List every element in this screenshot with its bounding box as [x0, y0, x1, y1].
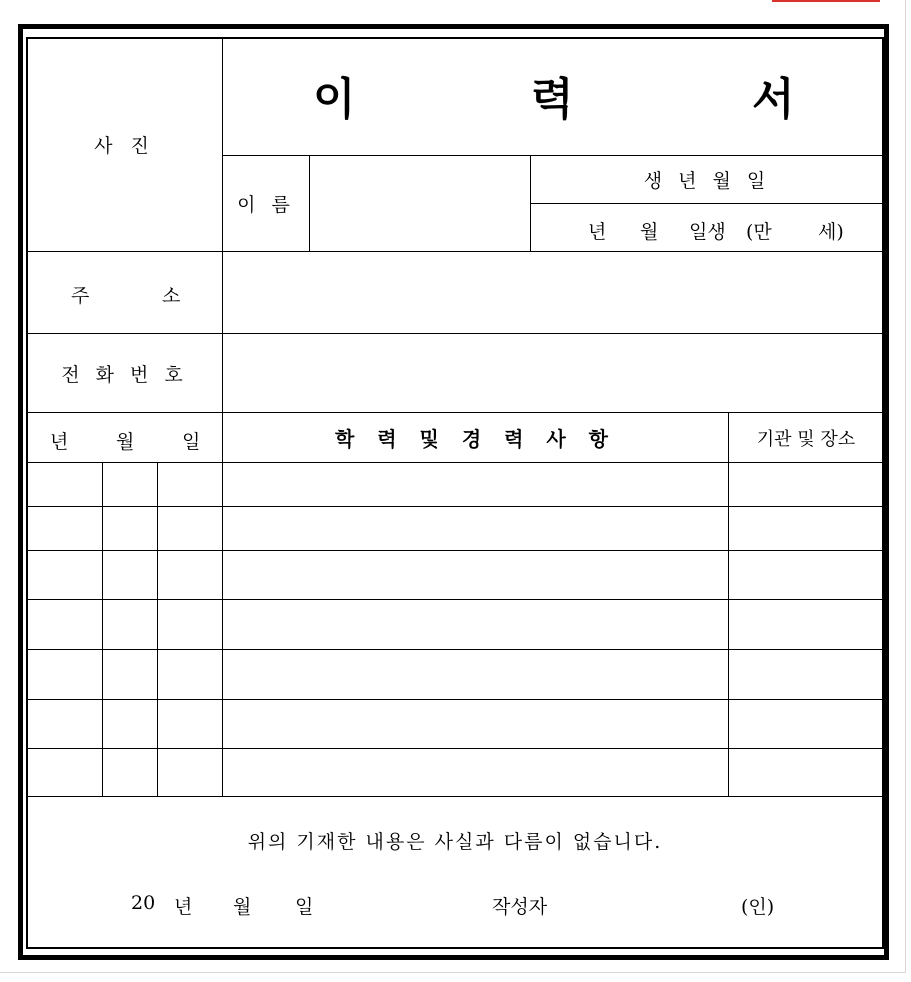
row-day-field[interactable] — [158, 600, 222, 649]
row-place-field[interactable] — [729, 551, 883, 599]
row-year-field[interactable] — [27, 507, 102, 550]
sign-year-label: 년 — [174, 896, 193, 918]
phone-label-cell — [27, 334, 222, 412]
name-label-cell — [223, 156, 309, 251]
row-content-field[interactable] — [223, 650, 728, 699]
sign-month-label: 월 — [233, 896, 252, 918]
declaration-text: 위의 기재한 내용은 사실과 다름이 없습니다. — [247, 830, 663, 853]
row-month-field[interactable] — [103, 749, 157, 796]
history-year-header: 년 — [50, 431, 69, 453]
seal-label[interactable]: (인) — [741, 896, 775, 918]
row-content-field[interactable] — [223, 600, 728, 649]
birth-day-label: 일생 — [689, 221, 726, 243]
row-year-field[interactable] — [27, 551, 102, 599]
history-content-header-cell — [223, 413, 728, 462]
row-day-field[interactable] — [158, 749, 222, 796]
history-date-header — [27, 413, 222, 462]
row-year-field[interactable] — [27, 463, 102, 506]
row-place-field[interactable] — [729, 650, 883, 699]
row-year-field[interactable] — [27, 600, 102, 649]
address-label-b: 소 — [162, 285, 181, 307]
author-label: 작성자 — [492, 896, 548, 918]
history-place-header-cell — [729, 413, 883, 462]
row-month-field[interactable] — [103, 463, 157, 506]
row-day-field[interactable] — [158, 551, 222, 599]
address-label-a: 주 — [71, 285, 90, 307]
signature-row — [27, 890, 883, 920]
row-year-field[interactable] — [27, 700, 102, 748]
phone-field[interactable] — [223, 334, 883, 412]
birth-date-field[interactable] — [531, 204, 883, 251]
age-open-label: (만 — [746, 221, 772, 243]
row-content-field[interactable] — [223, 463, 728, 506]
birth-header: 생 년 월 일 — [643, 170, 771, 192]
sign-day-label: 일 — [295, 896, 314, 918]
history-content-header: 학 력 및 경 력 사 항 — [334, 427, 617, 451]
history-day-header: 일 — [182, 431, 201, 453]
birth-year-label: 년 — [588, 221, 607, 243]
row-day-field[interactable] — [158, 463, 222, 506]
row-day-field[interactable] — [158, 700, 222, 748]
row-month-field[interactable] — [103, 507, 157, 550]
photo-area[interactable] — [27, 38, 222, 251]
row-place-field[interactable] — [729, 463, 883, 506]
sign-year-prefix: 20 — [131, 892, 156, 914]
photo-label: 사 진 — [94, 135, 155, 157]
address-field[interactable] — [223, 252, 883, 333]
title-char-1: 이 — [313, 74, 356, 125]
row-month-field[interactable] — [103, 600, 157, 649]
row-content-field[interactable] — [223, 551, 728, 599]
row-day-field[interactable] — [158, 507, 222, 550]
history-place-header: 기관 및 장소 — [756, 428, 856, 450]
row-content-field[interactable] — [223, 507, 728, 550]
birth-header-cell — [531, 156, 883, 203]
row-place-field[interactable] — [729, 600, 883, 649]
row-month-field[interactable] — [103, 551, 157, 599]
name-label: 이 름 — [237, 194, 295, 216]
row-content-field[interactable] — [223, 749, 728, 796]
age-close-label: 세) — [818, 221, 844, 243]
row-day-field[interactable] — [158, 650, 222, 699]
history-month-header: 월 — [116, 431, 135, 453]
phone-label: 전 화 번 호 — [61, 363, 188, 386]
row-place-field[interactable] — [729, 700, 883, 748]
declaration-cell — [27, 822, 883, 858]
row-month-field[interactable] — [103, 650, 157, 699]
address-label-cell — [27, 252, 222, 333]
row-place-field[interactable] — [729, 507, 883, 550]
row-place-field[interactable] — [729, 749, 883, 796]
birth-month-label: 월 — [640, 221, 659, 243]
name-field[interactable] — [310, 156, 530, 251]
row-year-field[interactable] — [27, 749, 102, 796]
row-month-field[interactable] — [103, 700, 157, 748]
title-char-3: 서 — [752, 74, 795, 125]
selection-marker — [772, 0, 880, 2]
row-year-field[interactable] — [27, 650, 102, 699]
title-char-2: 력 — [531, 74, 574, 125]
row-content-field[interactable] — [223, 700, 728, 748]
